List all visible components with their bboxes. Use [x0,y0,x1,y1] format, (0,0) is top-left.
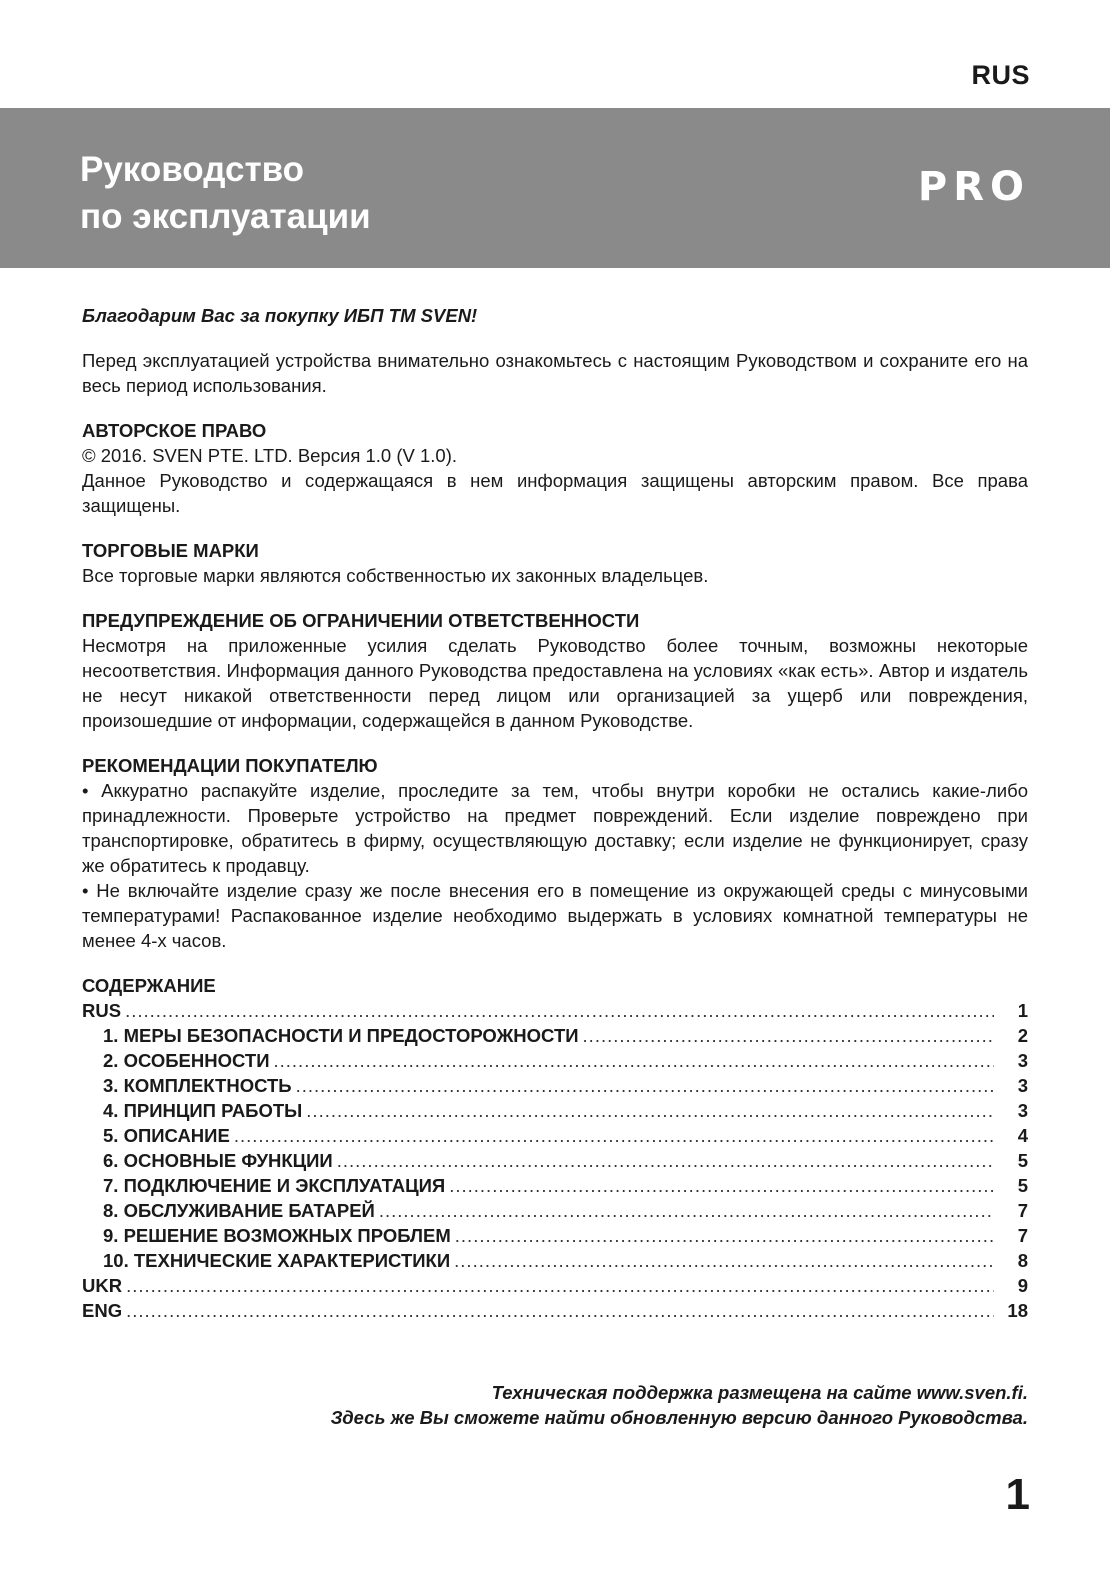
page-number: 1 [1005,1470,1030,1519]
toc-entry-label: 2. ОСОБЕННОСТИ [103,1050,270,1071]
thanks-text: Благодарим Вас за покупку ИБП ТМ SVEN! [82,305,478,326]
toc-entry-page: 3 [1017,1050,1028,1071]
toc-entry-label: 3. КОМПЛЕКТНОСТЬ [103,1075,292,1096]
trademarks-heading: ТОРГОВЫЕ МАРКИ [82,540,259,561]
intro-text: Перед эксплуатацией устройства внимательно ознакомьтесь с настоящим Руководством и сохраните его на весь период использования. [82,350,1028,396]
support-note [331,1380,1028,1430]
toc-entry-label: 6. ОСНОВНЫЕ ФУНКЦИИ [103,1150,333,1171]
toc-entry-label: 4. ПРИНЦИП РАБОТЫ [103,1100,303,1121]
toc-entry[interactable] [82,1148,1028,1173]
toc-leader-dots [296,1073,994,1098]
toc-leader-dots [337,1148,994,1173]
toc-heading: СОДЕРЖАНИЕ [82,975,216,996]
toc-entry-label: 5. ОПИСАНИЕ [103,1125,230,1146]
toc-leader-dots [379,1198,994,1223]
toc-entry-label: 1. МЕРЫ БЕЗОПАСНОСТИ И ПРЕДОСТОРОЖНОСТИ [103,1025,579,1046]
toc-entry-page: 5 [1017,1150,1028,1171]
toc-entry[interactable] [82,1273,1028,1298]
toc-leader-dots [306,1098,994,1123]
table-of-contents [82,973,1028,1323]
disclaimer-heading: ПРЕДУПРЕЖДЕНИЕ ОБ ОГРАНИЧЕНИИ ОТВЕТСТВЕННОСТИ [82,610,640,631]
toc-entry[interactable] [82,998,1028,1023]
support-line-2: Здесь же Вы сможете найти обновленную версию данного Руководства. [330,1407,1028,1428]
toc-entry[interactable] [82,1098,1028,1123]
toc-entry-page: 4 [1017,1125,1028,1146]
copyright-section [82,418,1028,518]
toc-entry[interactable] [82,1248,1028,1273]
language-code: RUS [971,60,1030,90]
toc-leader-dots [126,1273,994,1298]
trademarks-text: Все торговые марки являются собственностью их законных владельцев. [82,565,709,586]
recommendations-heading: РЕКОМЕНДАЦИИ ПОКУПАТЕЛЮ [82,755,378,776]
toc-entry[interactable] [82,1023,1028,1048]
toc-entry-page: 3 [1017,1100,1028,1121]
toc-leader-dots [234,1123,994,1148]
title-banner [0,108,1110,268]
toc-entry[interactable] [82,1048,1028,1073]
toc-leader-dots [125,998,994,1023]
toc-entry[interactable] [82,1173,1028,1198]
toc-entry[interactable] [82,1223,1028,1248]
pro-logo: PRO [917,164,1030,210]
title-line-1: Руководство [80,150,305,189]
toc-entry-label: 9. РЕШЕНИЕ ВОЗМОЖНЫХ ПРОБЛЕМ [103,1225,451,1246]
recommendation-item-1: • Аккуратно распакуйте изделие, проследите за тем, чтобы внутри коробки не остались какие-либо принадлежности. Проверьте устройство на предмет повреждений. Если изделие повреждено при транспортировке, обратитесь в фирму, осуществляющую доставку; если изделие не функционирует, сразу же обратитесь к продавцу. [82,780,1028,876]
toc-entry-page: 9 [1017,1275,1028,1296]
toc-entry[interactable] [82,1198,1028,1223]
toc-entry-page: 7 [1017,1225,1028,1246]
toc-entry-page: 2 [1017,1025,1028,1046]
document-title [80,146,371,240]
toc-entry-label: ENG [82,1300,123,1321]
toc-entry[interactable] [82,1073,1028,1098]
toc-entry-page: 18 [1007,1300,1028,1321]
toc-leader-dots [274,1048,995,1073]
recommendation-item-2: • Не включайте изделие сразу же после внесения его в помещение из окружающей среды с минусовыми температурами! Распакованное изделие необходимо выдержать в условиях комнатной температуры не менее 4-х часов. [82,880,1028,951]
toc-leader-dots [583,1023,994,1048]
toc-entry-page: 8 [1017,1250,1028,1271]
toc-leader-dots [126,1298,994,1323]
toc-entry-label: UKR [82,1275,123,1296]
disclaimer-text: Несмотря на приложенные усилия сделать Руководство более точным, возможны некоторые несоответствия. Информация данного Руководства предоставлена на условиях «как есть». Автор и издатель не несут никакой ответственности перед лицом или организацией за ущерб или повреждения, произошедшие от информации, содержащейся в данном Руководстве. [82,635,1028,731]
toc-leader-dots [454,1248,994,1273]
copyright-line-2: Данное Руководство и содержащаяся в нем информация защищены авторским правом. Все права защищены. [82,470,1028,516]
toc-entry[interactable] [82,1298,1028,1323]
toc-entry[interactable] [82,1123,1028,1148]
copyright-line-1: © 2016. SVEN PTE. LTD. Версия 1.0 (V 1.0). [82,445,458,466]
support-line-1: Техническая поддержка размещена на сайте www.sven.fi. [491,1382,1028,1403]
copyright-heading: АВТОРСКОЕ ПРАВО [82,420,267,441]
toc-entry-page: 3 [1017,1075,1028,1096]
title-line-2: по эксплуатации [80,197,371,236]
recommendations-section [82,753,1028,953]
toc-leader-dots [455,1223,994,1248]
toc-entry-label: 7. ПОДКЛЮЧЕНИЕ И ЭКСПЛУАТАЦИЯ [103,1175,446,1196]
toc-entry-page: 5 [1017,1175,1028,1196]
toc-entry-page: 1 [1017,1000,1028,1021]
disclaimer-section [82,608,1028,733]
toc-leader-dots [449,1173,994,1198]
toc-entry-label: RUS [82,1000,122,1021]
main-content [82,303,1028,1323]
toc-entry-label: 10. ТЕХНИЧЕСКИЕ ХАРАКТЕРИСТИКИ [103,1250,451,1271]
toc-entry-page: 7 [1017,1200,1028,1221]
toc-entry-label: 8. ОБСЛУЖИВАНИЕ БАТАРЕЙ [103,1200,375,1221]
trademarks-section [82,538,1028,588]
